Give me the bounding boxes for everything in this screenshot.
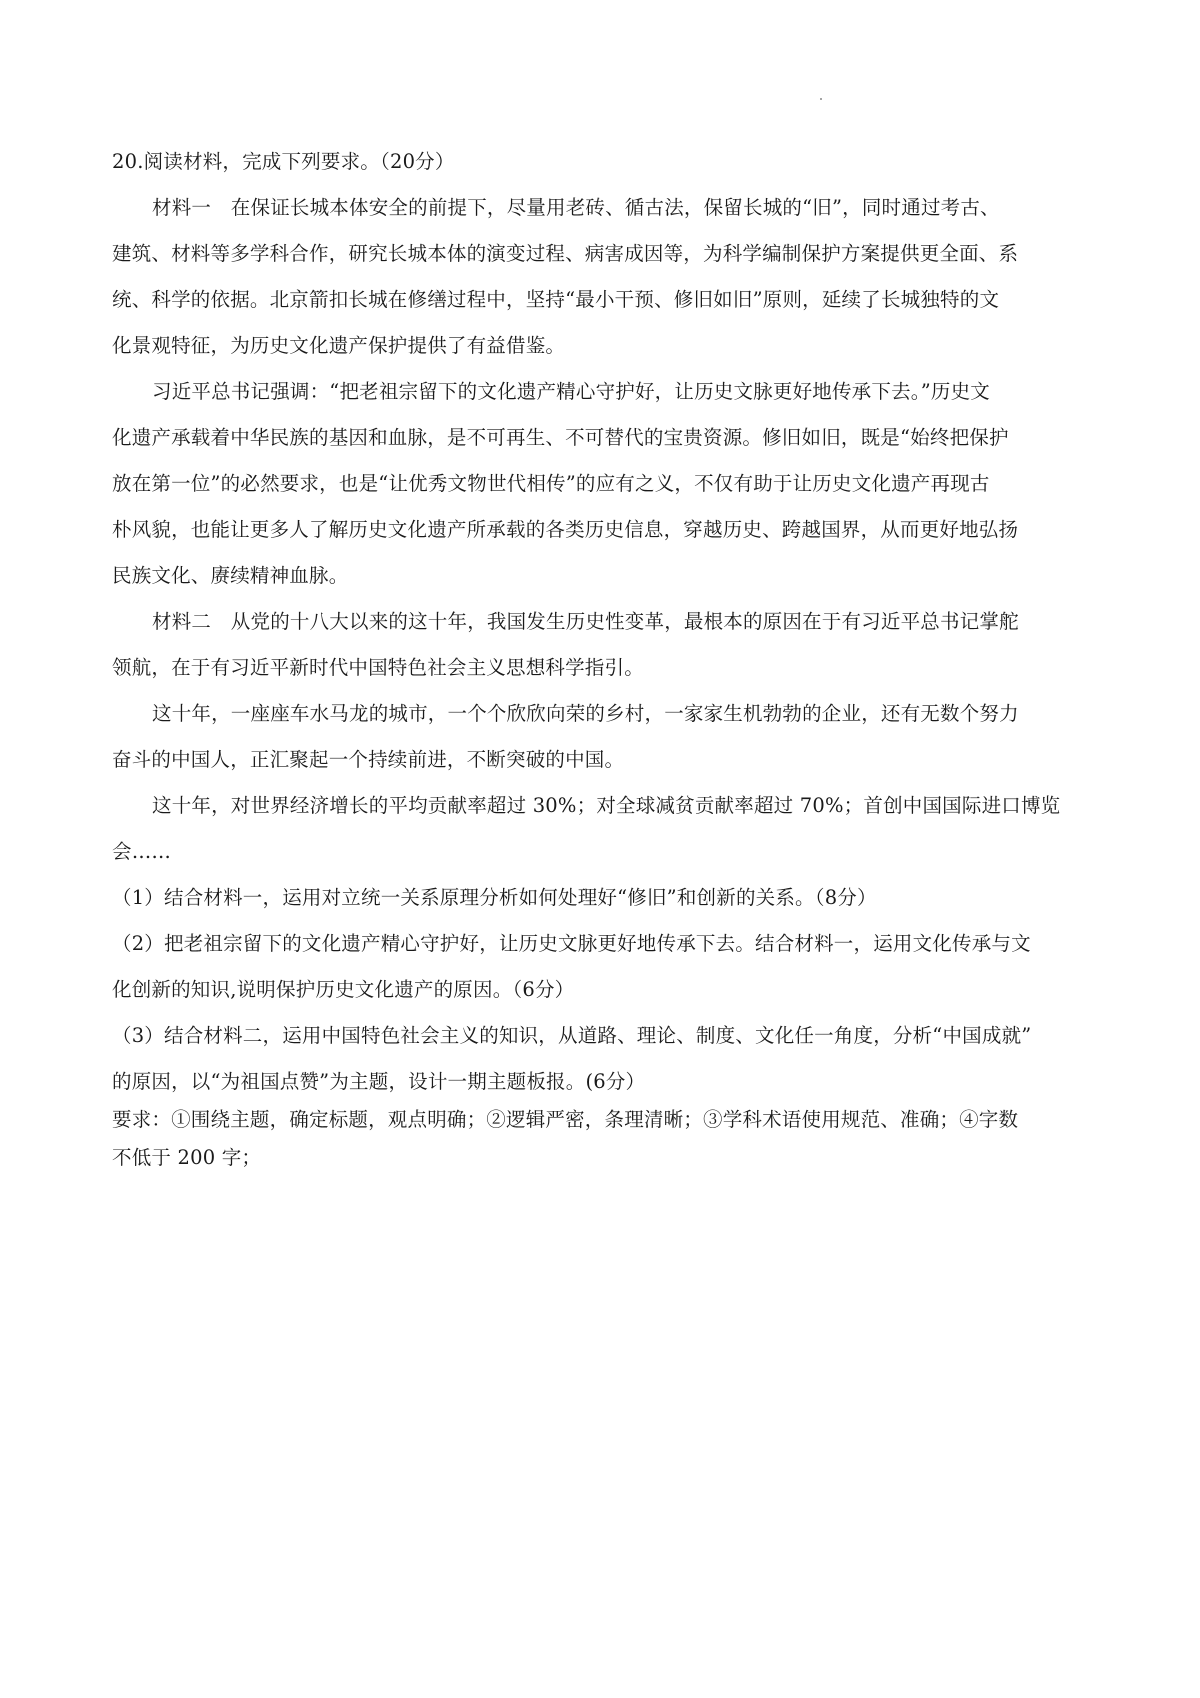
material-one-quote-line: 民族文化、赓续精神血脉。 bbox=[112, 564, 349, 587]
material-one-quote-line: 化遗产承载着中华民族的基因和血脉，是不可再生、不可替代的宝贵资源。修旧如旧，既是“始终把保护 bbox=[112, 426, 1009, 449]
material-one-line: 统、科学的依据。北京箭扣长城在修缮过程中，坚持“最小干预、修旧如旧”原则，延续了长城独特的文 bbox=[112, 288, 1000, 311]
material-one-line: 材料一 在保证长城本体安全的前提下，尽量用老砖、循古法，保留长城的“旧”，同时通过考古、 bbox=[152, 196, 1000, 219]
sub-question-2-line: （2）把老祖宗留下的文化遗产精心守护好，让历史文脉更好地传承下去。结合材料一，运用文化传承与文 bbox=[112, 932, 1031, 955]
sub-question-1: （1）结合材料一，运用对立统一关系原理分析如何处理好“修旧”和创新的关系。（8分） bbox=[112, 886, 877, 909]
material-two-line: 这十年，对世界经济增长的平均贡献率超过 30%；对全球减贫贡献率超过 70%；首创中国国际进口博览 bbox=[152, 794, 1061, 817]
sub-question-3-line: 的原因，以“为祖国点赞”为主题，设计一期主题板报。(6分） bbox=[112, 1070, 646, 1093]
material-one-quote-line: 习近平总书记强调：“把老祖宗留下的文化遗产精心守护好，让历史文脉更好地传承下去。”历史文 bbox=[152, 380, 990, 403]
material-two-line: 材料二 从党的十八大以来的这十年，我国发生历史性变革，最根本的原因在于有习近平总书记掌舵 bbox=[152, 610, 1019, 633]
material-one-quote-line: 朴风貌，也能让更多人了解历史文化遗产所承载的各类历史信息，穿越历史、跨越国界，从而更好地弘扬 bbox=[112, 518, 1019, 541]
material-one-quote-line: 放在第一位”的必然要求，也是“让优秀文物世代相传”的应有之义，不仅有助于让历史文化遗产再现古 bbox=[112, 472, 990, 495]
material-one-line: 化景观特征，为历史文化遗产保护提供了有益借鉴。 bbox=[112, 334, 566, 357]
requirements-line: 不低于 200 字； bbox=[112, 1146, 262, 1169]
scan-speck bbox=[820, 98, 822, 100]
material-two-line: 奋斗的中国人，正汇聚起一个持续前进，不断突破的中国。 bbox=[112, 748, 625, 771]
question-20 bbox=[112, 150, 1102, 1170]
material-one-line: 建筑、材料等多学科合作，研究长城本体的演变过程、病害成因等，为科学编制保护方案提供更全面、系 bbox=[112, 242, 1019, 265]
material-two-line: 会…… bbox=[112, 840, 172, 863]
material-two-line: 这十年，一座座车水马龙的城市，一个个欣欣向荣的乡村，一家家生机勃勃的企业，还有无数个努力 bbox=[152, 702, 1019, 725]
requirements-line: 要求：①围绕主题，确定标题，观点明确；②逻辑严密，条理清晰；③学科术语使用规范、准确；④字数 bbox=[112, 1108, 1019, 1131]
sub-question-2-line: 化创新的知识,说明保护历史文化遗产的原因。（6分） bbox=[112, 978, 575, 1001]
sub-question-3-line: （3）结合材料二，运用中国特色社会主义的知识，从道路、理论、制度、文化任一角度，分析“中国成就” bbox=[112, 1024, 1032, 1047]
material-two-line: 领航，在于有习近平新时代中国特色社会主义思想科学指引。 bbox=[112, 656, 644, 679]
question-title: 20.阅读材料，完成下列要求。（20分） bbox=[112, 150, 455, 173]
